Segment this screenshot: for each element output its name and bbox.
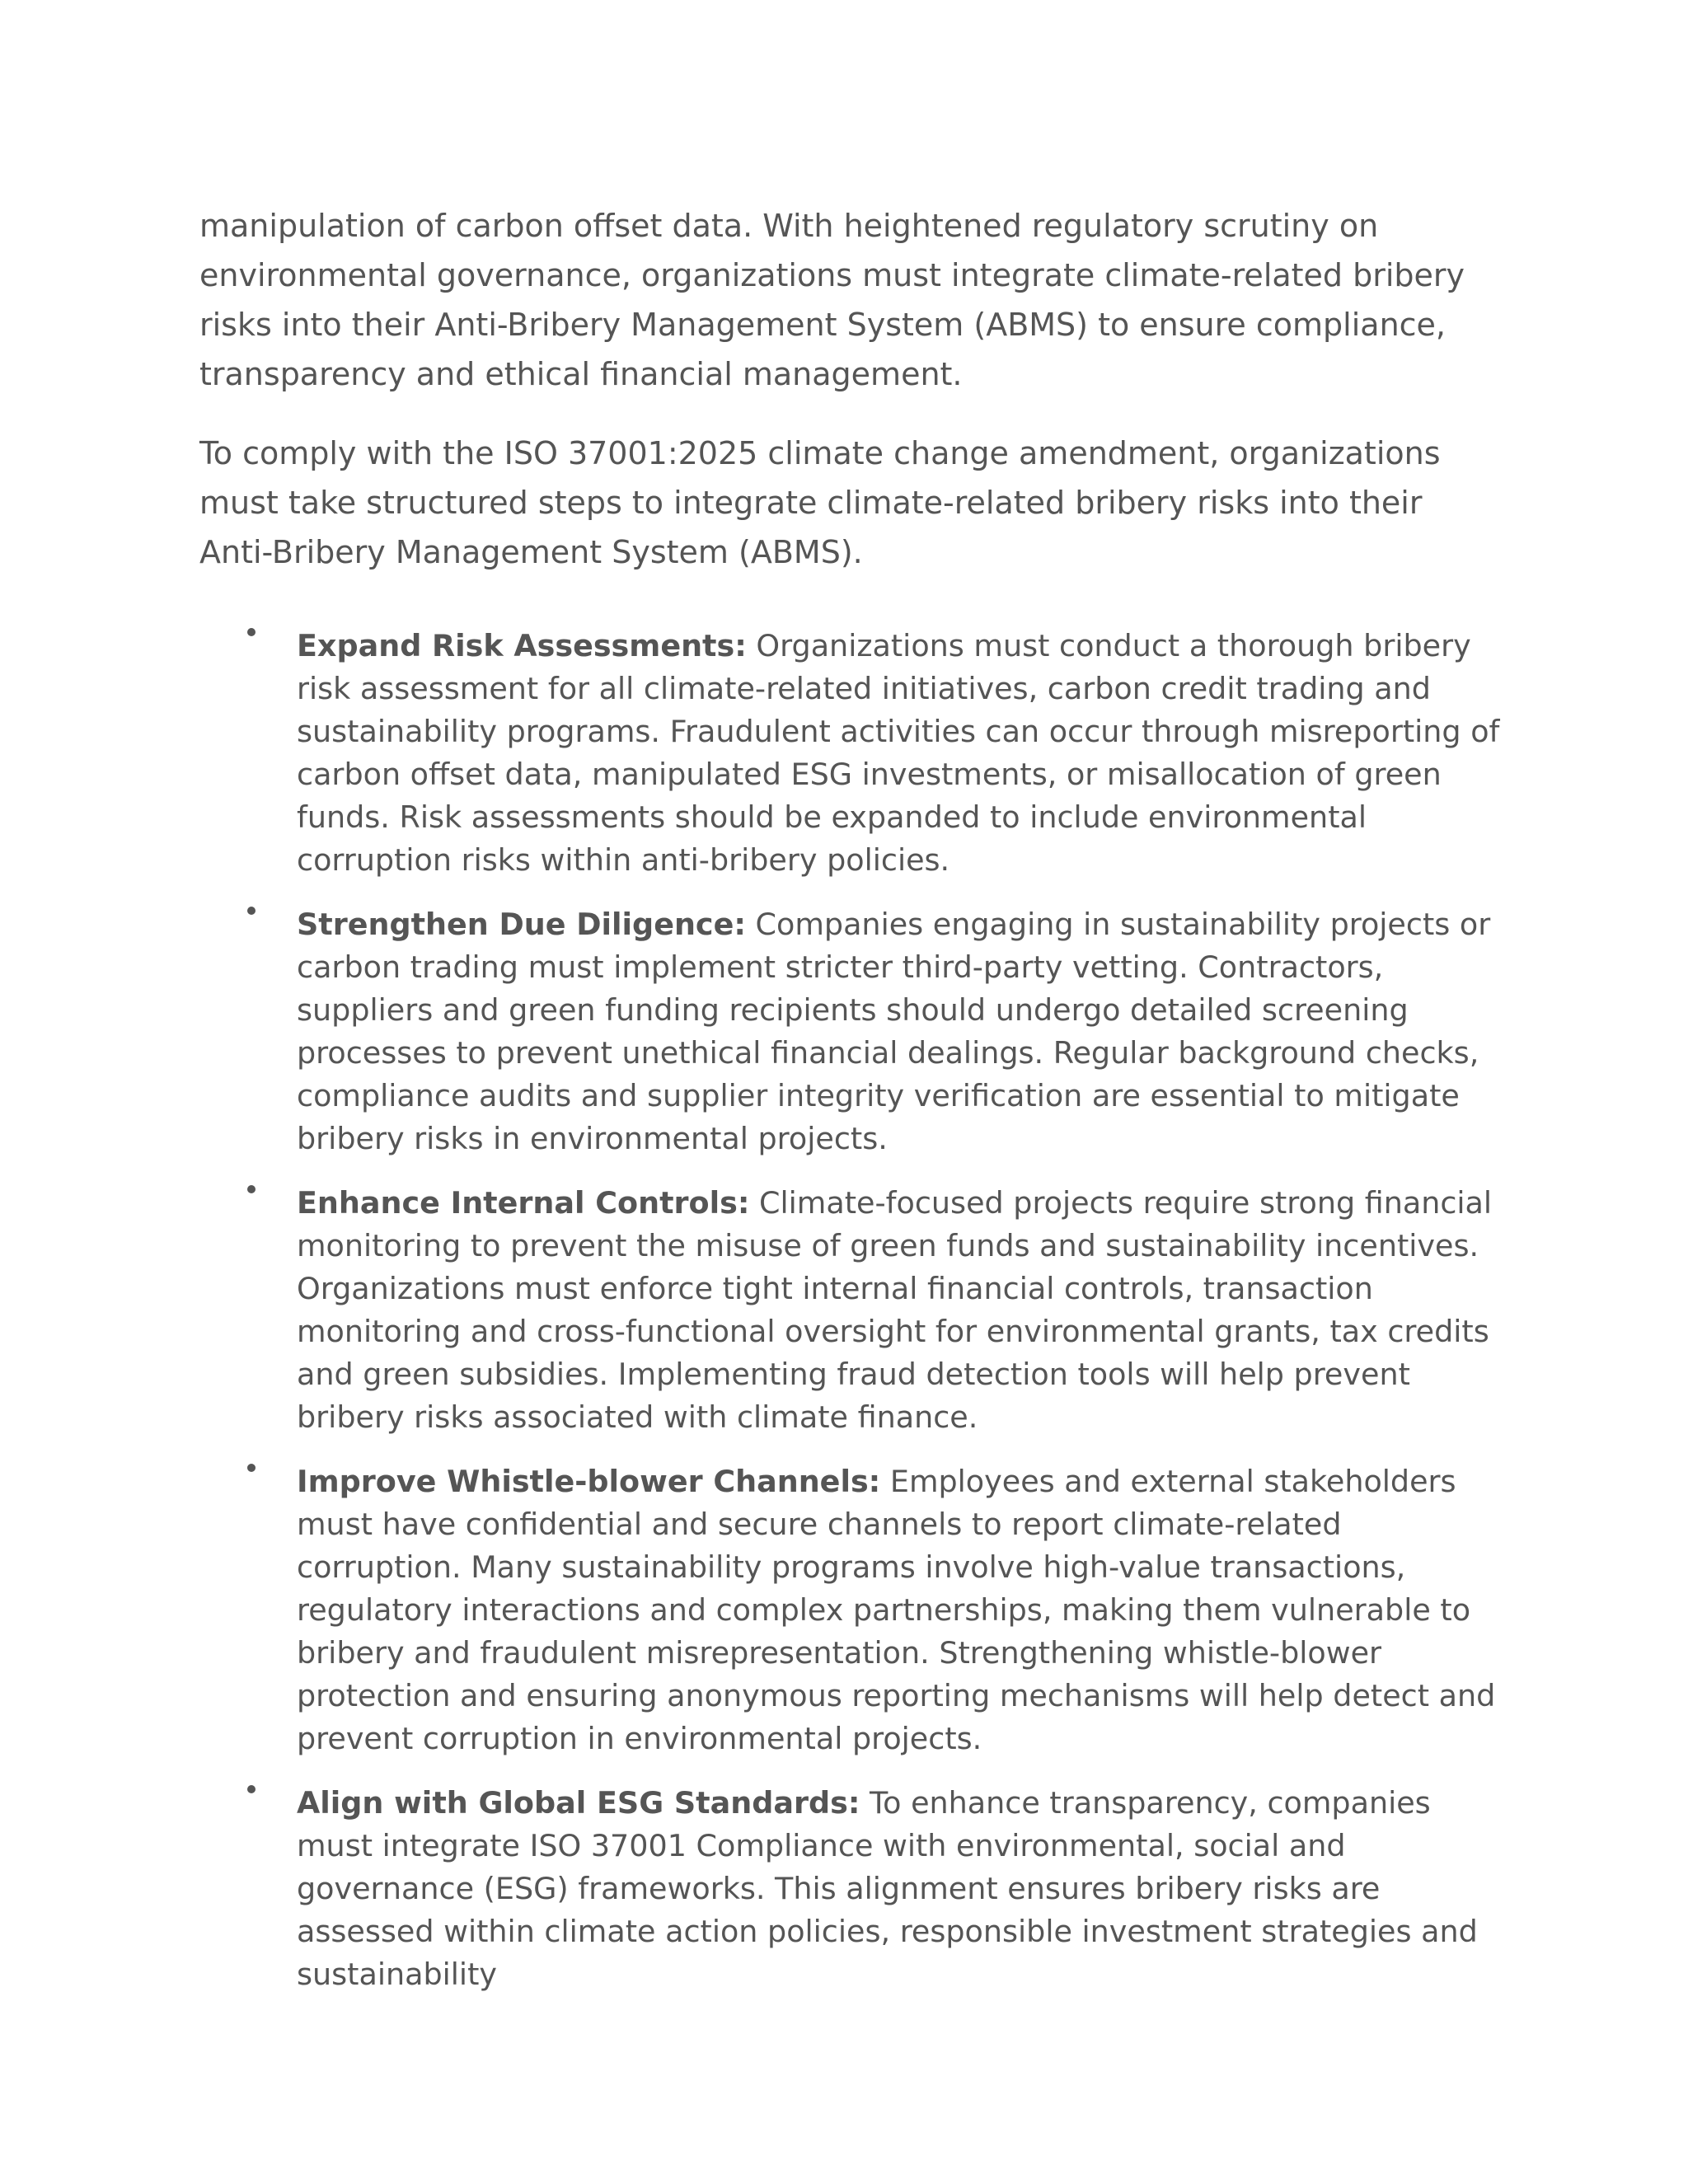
bullet-icon xyxy=(247,628,256,636)
bullet-list xyxy=(199,625,1502,1996)
bullet-term: Strengthen Due Diligence: xyxy=(297,907,746,942)
bullet-text: Climate-focused projects require strong financial monitoring to prevent the misuse of green funds and sustainability incentives. Organizations must enforce tight internal financial controls, transaction monitoring and cross-functional oversight for environmental grants, tax credits and green subsidies. Implementing fraud detection tools will help prevent bribery risks associated with climate finance. xyxy=(297,1185,1493,1435)
bullet-icon xyxy=(247,1464,256,1472)
bullet-term: Expand Risk Assessments: xyxy=(297,628,747,663)
intro-paragraph-2: To comply with the ISO 37001:2025 climate change amendment, organizations must take structured steps to integrate climate-related bribery risks into their Anti-Bribery Management System (ABMS). xyxy=(199,435,1441,570)
bullet-term: Improve Whistle-blower Channels: xyxy=(297,1464,881,1499)
document-page xyxy=(199,201,1502,2018)
list-item-improve-whistle-blower-channels xyxy=(199,1460,1502,1760)
bullet-text: Employees and external stakeholders must have confidential and secure channels to report climate-related corruption. Many sustainability programs involve high-value transactions, regulatory interactions and complex partnerships, making them vulnerable to bribery and fraudulent misrepresentation. Strengthening whistle-blower protection and ensuring anonymous reporting mechanisms will help detect and prevent corruption in environmental projects. xyxy=(297,1464,1496,1756)
intro-paragraph-1: manipulation of carbon offset data. With heightened regulatory scrutiny on environmental governance, organizations must integrate climate-related bribery risks into their Anti-Bribery Management System (ABMS) to ensure compliance, transparency and ethical financial management. xyxy=(199,208,1465,392)
bullet-icon xyxy=(247,1185,256,1193)
bullet-text: To enhance transparency, companies must integrate ISO 37001 Compliance with environmental, social and governance (ESG) frameworks. This alignment ensures bribery risks are assessed within climate action policies, responsible investment strategies and sustainability xyxy=(297,1785,1478,1992)
bullet-term: Enhance Internal Controls: xyxy=(297,1185,750,1221)
list-item-strengthen-due-diligence xyxy=(199,903,1502,1160)
list-item-enhance-internal-controls xyxy=(199,1182,1502,1439)
bullet-text: Organizations must conduct a thorough bribery risk assessment for all climate-related initiatives, carbon credit trading and sustainability programs. Fraudulent activities can occur through misreporting of carbon offset data, manipulated ESG investments, or misallocation of green funds. Risk assessments should be expanded to include environmental corruption risks within anti-bribery policies. xyxy=(297,628,1500,878)
bullet-text: Companies engaging in sustainability projects or carbon trading must implement stricter third-party vetting. Contractors, suppliers and green funding recipients should undergo detailed screening processes to prevent unethical financial dealings. Regular background checks, compliance audits and supplier integrity verification are essential to mitigate bribery risks in environmental projects. xyxy=(297,907,1491,1156)
list-item-expand-risk-assessments xyxy=(199,625,1502,882)
list-item-align-with-global-esg-standards xyxy=(199,1782,1502,1996)
bullet-icon xyxy=(247,1785,256,1793)
bullet-icon xyxy=(247,907,256,915)
bullet-term: Align with Global ESG Standards: xyxy=(297,1785,860,1821)
